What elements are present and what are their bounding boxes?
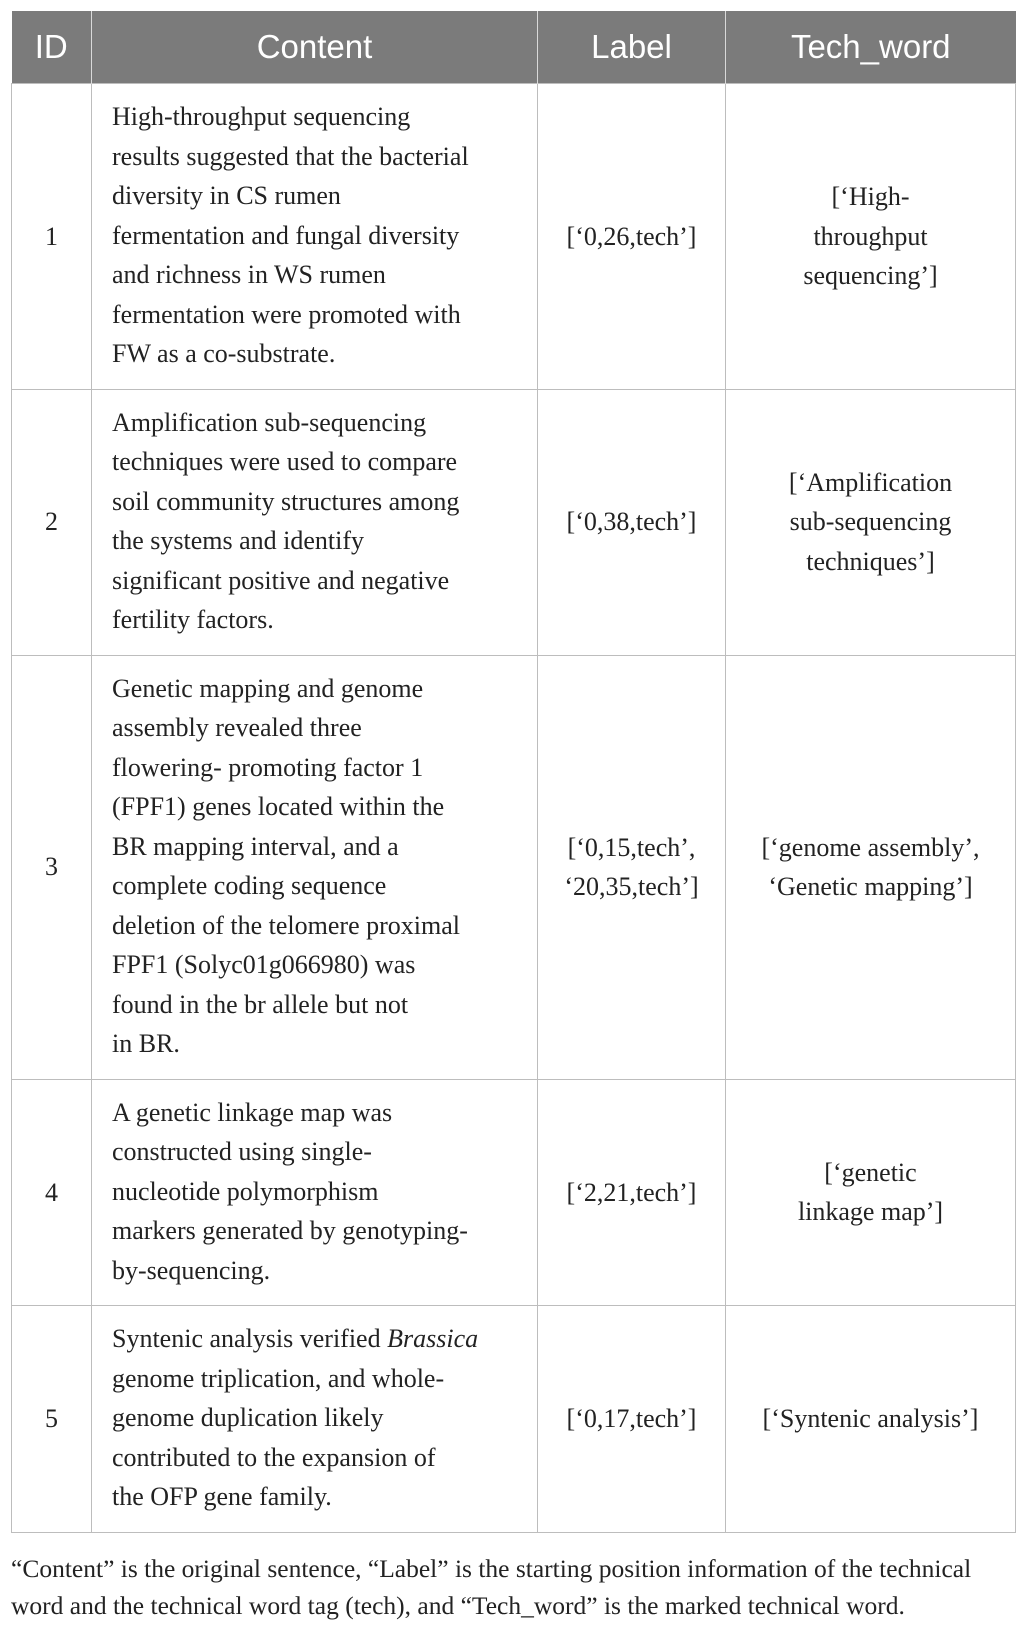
content-line: techniques were used to compare [112, 447, 458, 476]
tech-word-line: sub-sequencing [789, 507, 952, 537]
label-line: [‘2,21,tech’] [566, 1177, 697, 1207]
row-id-cell: 1 [12, 84, 92, 390]
table-row [12, 1306, 1016, 1533]
header-row [12, 11, 1016, 84]
content-line: significant positive and negative [112, 565, 450, 595]
tech-word-line: throughput [813, 221, 928, 251]
content-line: FW as a co-substrate. [112, 339, 336, 368]
content-line: fermentation and fungal diversity [112, 220, 460, 250]
technical-word-table-container [11, 11, 1015, 1533]
row-label-cell [538, 655, 726, 1079]
row-content-cell [92, 389, 538, 655]
table-body [12, 84, 1016, 1533]
content-line: the systems and identify [112, 526, 365, 555]
row-id-cell: 5 [12, 1306, 92, 1533]
header-content: Content [92, 11, 538, 84]
content-line: Genetic mapping and genome [112, 673, 424, 703]
tech-word-line: [‘genome assembly’, [761, 832, 980, 862]
content-line: flowering- promoting factor 1 [112, 752, 424, 782]
row-label-cell [538, 1079, 726, 1306]
species-name-italic: Brassica [387, 1324, 479, 1353]
table-header [12, 11, 1016, 84]
footnote-line: word and the technical word tag (tech), and “Tech_word” is the marked technical word. [11, 1591, 905, 1620]
table-row [12, 389, 1016, 655]
content-line: assembly revealed three [112, 713, 362, 742]
row-id-cell: 4 [12, 1079, 92, 1306]
content-line: Amplification sub-sequencing [112, 407, 427, 437]
row-tech-word-cell [726, 389, 1016, 655]
tech-word-line: [‘genetic [824, 1157, 917, 1187]
content-line: constructed using single- [112, 1137, 372, 1166]
footnote-line: “Content” is the original sentence, “Label” is the starting position information of the technical [11, 1554, 972, 1583]
row-tech-word-cell [726, 1306, 1016, 1533]
row-tech-word-cell [726, 84, 1016, 390]
table-row [12, 84, 1016, 390]
tech-word-line: techniques’] [806, 546, 935, 576]
content-line: High-throughput sequencing [112, 102, 411, 131]
row-tech-word-cell [726, 1079, 1016, 1306]
content-text: Syntenic analysis verified [112, 1324, 388, 1353]
label-line: [‘0,38,tech’] [566, 507, 697, 537]
row-content-cell [92, 1306, 538, 1533]
tech-word-line: sequencing’] [803, 261, 938, 290]
content-line: genome duplication likely [112, 1403, 384, 1432]
label-line: [‘0,26,tech’] [566, 221, 697, 251]
content-line: soil community structures among [112, 486, 460, 516]
content-line: the OFP gene family. [112, 1482, 332, 1511]
tech-word-line: ‘Genetic mapping’] [768, 872, 973, 901]
row-label-cell [538, 84, 726, 390]
content-line: in BR. [112, 1029, 180, 1058]
technical-word-table [11, 11, 1016, 1533]
header-id: ID [12, 11, 92, 84]
row-label-cell [538, 389, 726, 655]
content-line: fermentation were promoted with [112, 299, 461, 329]
label-line: ‘20,35,tech’] [564, 872, 699, 901]
tech-word-line: [‘Amplification [788, 467, 953, 497]
content-line: results suggested that the bacterial [112, 141, 469, 171]
label-line: [‘0,17,tech’] [566, 1404, 697, 1433]
label-line: [‘0,15,tech’, [567, 832, 696, 862]
row-tech-word-cell [726, 655, 1016, 1079]
content-line: by-sequencing. [112, 1255, 271, 1285]
header-tech-word: Tech_word [726, 11, 1016, 84]
row-content-cell [92, 1079, 538, 1306]
content-line: contributed to the expansion of [112, 1442, 436, 1472]
content-line: FPF1 (Solyc01g066980) was [112, 950, 416, 979]
content-line: genome triplication, and whole- [112, 1363, 445, 1393]
content-line: diversity in CS rumen [112, 181, 341, 210]
content-line: deletion of the telomere proximal [112, 910, 460, 940]
tech-word-line: [‘High- [831, 182, 910, 211]
row-content-cell [92, 655, 538, 1079]
content-line: fertility factors. [112, 605, 274, 634]
row-content-cell [92, 84, 538, 390]
row-id-cell: 3 [12, 655, 92, 1079]
content-line: nucleotide polymorphism [112, 1176, 379, 1206]
content-line: (FPF1) genes located within the [112, 792, 445, 821]
table-row [12, 1079, 1016, 1306]
content-line: markers generated by genotyping- [112, 1216, 468, 1245]
row-id-cell: 2 [12, 389, 92, 655]
table-row [12, 655, 1016, 1079]
header-label: Label [538, 11, 726, 84]
content-line: BR mapping interval, and a [112, 831, 399, 861]
content-line: found in the br allele but not [112, 989, 409, 1019]
content-line: A genetic linkage map was [112, 1097, 393, 1127]
tech-word-line: [‘Syntenic analysis’] [762, 1404, 979, 1433]
content-line: complete coding sequence [112, 871, 387, 900]
table-footnote [11, 1550, 1021, 1624]
tech-word-line: linkage map’] [797, 1197, 944, 1227]
row-label-cell [538, 1306, 726, 1533]
content-line [112, 1319, 525, 1359]
content-line: and richness in WS rumen [112, 260, 386, 289]
